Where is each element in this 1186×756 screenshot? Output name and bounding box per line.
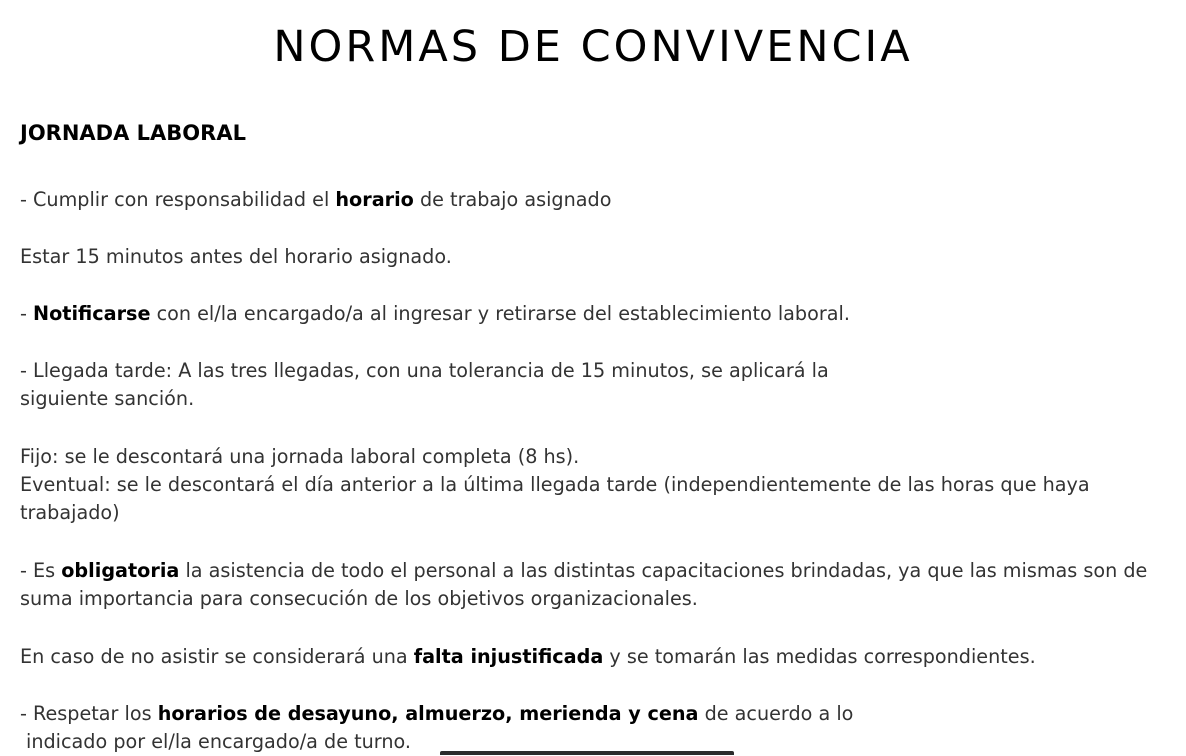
text: de trabajo asignado (413, 188, 612, 211)
text: y se tomarán las medidas correspondientes. (603, 645, 1036, 668)
rule-falta-injustificada (20, 643, 1036, 671)
rule-horario (20, 186, 611, 214)
text: - Cumplir con responsabilidad el (20, 188, 336, 211)
sanction-fijo: Fijo: se le descontará una jornada laboral completa (8 hs). (20, 445, 580, 468)
text: de acuerdo a lo (698, 702, 854, 725)
emphasis: horario (335, 188, 414, 211)
sanction-eventual: Eventual: se le descontará el día anterior a la última llegada tarde (independientemente de las horas que haya (20, 473, 1090, 496)
rule-capacitaciones (20, 557, 1147, 585)
sanction-eventual-cont: trabajado) (20, 501, 120, 524)
emphasis: horarios de desayuno, almuerzo, merienda y cena (157, 702, 699, 725)
rule-capacitaciones-cont: suma importancia para consecución de los objetivos organizacionales. (20, 587, 698, 610)
emphasis: Notificarse (33, 302, 151, 325)
rule-horarios-comida-cont: indicado por el/la encargado/a de turno. (26, 730, 412, 753)
scroll-handle[interactable] (440, 751, 734, 755)
text: - (20, 302, 34, 325)
rule-llegada-tarde: - Llegada tarde: A las tres llegadas, con una tolerancia de 15 minutos, se aplicará la (20, 359, 829, 382)
page-title: NORMAS DE CONVIVENCIA (273, 22, 913, 72)
rule-anticipacion: Estar 15 minutos antes del horario asignado. (20, 245, 452, 268)
rule-llegada-tarde-cont: siguiente sanción. (20, 387, 195, 410)
text: - Es (20, 559, 62, 582)
rule-notificarse (20, 300, 850, 328)
emphasis: falta injustificada (413, 645, 604, 668)
text: con el/la encargado/a al ingresar y retirarse del establecimiento laboral. (150, 302, 850, 325)
section-heading: JORNADA LABORAL (20, 121, 246, 145)
text: - Respetar los (20, 702, 158, 725)
rule-horarios-comida (20, 700, 853, 728)
emphasis: obligatoria (61, 559, 180, 582)
text: la asistencia de todo el personal a las distintas capacitaciones brindadas, ya que las mismas son de (179, 559, 1148, 582)
text: En caso de no asistir se considerará una (20, 645, 414, 668)
